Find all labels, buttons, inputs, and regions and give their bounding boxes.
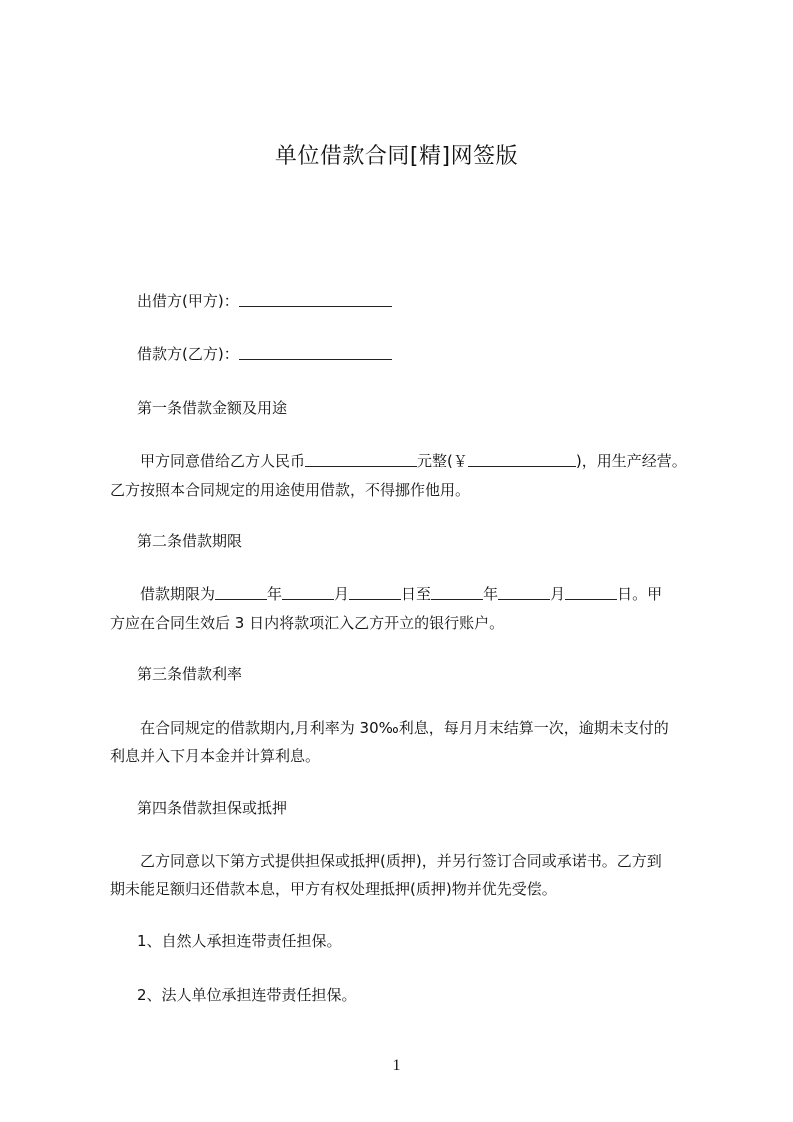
borrower-blank xyxy=(239,345,392,360)
article3-line1: 在合同规定的借款期内,月利率为 30‰利息，每月月末结算一次，逾期未支付的 xyxy=(140,719,669,737)
article2-day-end: 日。甲 xyxy=(617,585,663,603)
start-year-blank xyxy=(215,585,267,600)
lender-line xyxy=(110,286,737,316)
article4-item1: 1、自然人承担连带责任担保。 xyxy=(137,932,342,950)
borrower-label: 借款方(乙方)： xyxy=(137,345,239,363)
article2-text-a: 借款期限为 xyxy=(140,585,216,603)
article2-year1: 年 xyxy=(267,585,283,603)
article4-item2: 2、法人单位承担连带责任担保。 xyxy=(137,986,357,1004)
article1-line2: 乙方按照本合同规定的用途使用借款，不得挪作他用。 xyxy=(110,481,471,499)
article2-day-to: 日至 xyxy=(401,585,432,603)
article1-line1 xyxy=(110,446,740,476)
article1-text-b: 元整(￥ xyxy=(417,452,468,470)
article1-heading: 第一条借款金额及用途 xyxy=(137,399,288,417)
article1-text-c: )，用生产经营。 xyxy=(575,452,687,470)
lender-label: 出借方(甲方)： xyxy=(137,292,239,310)
article2-heading: 第二条借款期限 xyxy=(137,532,243,550)
amount-figure-blank xyxy=(468,452,576,467)
article3-heading: 第三条借款利率 xyxy=(137,665,243,683)
amount-words-blank xyxy=(305,452,417,467)
borrower-line xyxy=(110,339,737,369)
page-number: 1 xyxy=(392,1057,401,1074)
end-month-blank xyxy=(498,585,550,600)
article4-heading: 第四条借款担保或抵押 xyxy=(137,799,288,817)
article2-line1 xyxy=(110,579,740,609)
article4-line2: 期未能足额归还借款本息，甲方有权处理抵押(质押)物并优先受偿。 xyxy=(110,880,557,898)
document-title: 单位借款合同[精]网签版 xyxy=(274,144,519,169)
end-day-blank xyxy=(565,585,617,600)
article1-text-a: 甲方同意借给乙方人民币 xyxy=(140,452,306,470)
article4-line1: 乙方同意以下第方式提供担保或抵押(质押)，并另行签订合同或承诺书。乙方到 xyxy=(140,852,662,870)
start-month-blank xyxy=(282,585,334,600)
article2-line2: 方应在合同生效后 3 日内将款项汇入乙方开立的银行账户。 xyxy=(110,614,505,632)
start-day-blank xyxy=(349,585,401,600)
article2-month1: 月 xyxy=(334,585,350,603)
end-year-blank xyxy=(431,585,483,600)
article2-year2: 年 xyxy=(483,585,499,603)
article3-line2: 利息并入下月本金并计算利息。 xyxy=(110,747,321,765)
lender-blank xyxy=(239,292,392,307)
article2-month2: 月 xyxy=(550,585,566,603)
